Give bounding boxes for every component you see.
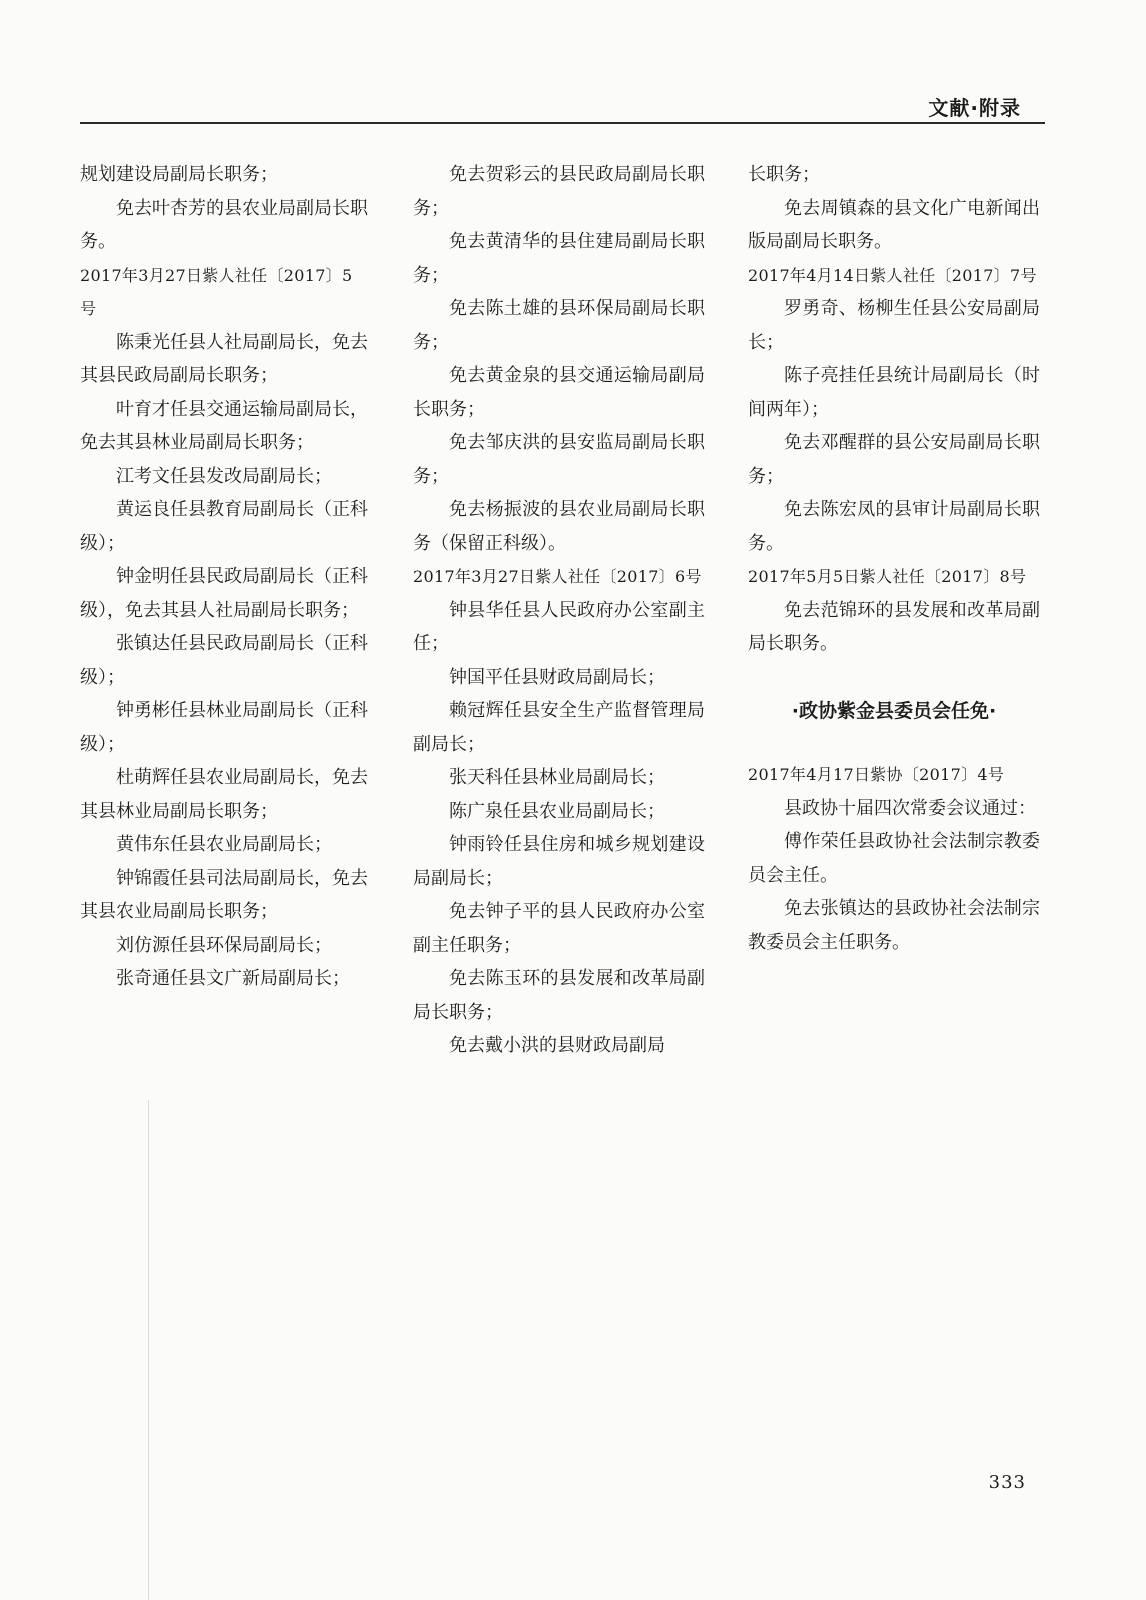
document-reference: 2017年3月27日紫人社任〔2017〕6号 [413,567,702,586]
appointment-paragraph: 张奇通任县文广新局副局长； [116,968,350,989]
appointment-paragraph: 免去范锦环的县发展和改革局副局长职务。 [748,599,1040,654]
appointment-paragraph: 县政协十届四次常委会议通过： [784,797,1036,819]
continued-text: 规划建设局副局长职务； [80,164,278,185]
appointment-paragraph: 钟国平任县财政局副局长； [449,666,665,688]
appointment-paragraph: 免去邹庆洪的县安监局副局长职务； [413,432,705,487]
appointment-paragraph: 叶育才任县交通运输局副局长，免去其县林业局副局长职务； [80,398,368,453]
appointment-paragraph: 钟勇彬任县林业局副局长（正科级）； [80,700,368,755]
appointment-paragraph: 免去张镇达的县政协社会法制宗教委员会主任职务。 [748,898,1040,953]
appointment-paragraph: 陈广泉任县农业局副局长； [449,800,665,822]
appointment-paragraph: 刘仿源任县环保局副局长； [116,934,332,956]
scan-artifact-line [148,1100,149,1600]
appointment-paragraph: 陈子亮挂任县统计局副局长（时间两年）； [748,365,1040,420]
appointment-paragraph: 罗勇奇、杨柳生任县公安局副局长； [748,298,1040,353]
document-reference: 2017年5月5日紫人社任〔2017〕8号 [748,567,1027,586]
appointment-paragraph: 免去黄金泉的县交通运输局副局长职务； [413,365,705,420]
appointment-paragraph: 傅作荣任县政协社会法制宗教委员会主任。 [748,831,1040,886]
appointment-paragraph: 杜萌辉任县农业局副局长，免去其县林业局副局长职务； [80,767,368,822]
document-reference: 2017年4月17日紫协〔2017〕4号 [748,765,1005,784]
appointment-paragraph: 张镇达任县民政局副局长（正科级）； [80,633,368,688]
appointment-paragraph: 免去杨振波的县农业局副局长职务（保留正科级）。 [413,499,705,554]
appointment-paragraph: 钟锦霞任县司法局副局长，免去其县农业局副局长职务； [80,867,368,922]
appointment-paragraph: 黄伟东任县农业局副局长； [116,834,332,855]
appointment-paragraph: 张天科任县林业局副局长； [449,767,665,788]
appointment-paragraph: 免去戴小洪的县财政局副局 [449,1035,665,1056]
appointment-paragraph: 免去叶杏芳的县农业局副局长职务。 [80,197,368,252]
continued-text: 长职务； [748,164,820,185]
page-number: 333 [988,1472,1026,1493]
appointment-paragraph: 赖冠辉任县安全生产监督管理局副局长； [413,700,705,755]
document-reference: 2017年4月14日紫人社任〔2017〕7号 [748,265,1037,285]
appointment-paragraph: 免去周镇森的县文化广电新闻出版局副局长职务。 [748,197,1040,252]
section-header-title: 文献·附录 [928,96,1021,120]
appointment-paragraph: 钟县华任县人民政府办公室副主任； [413,599,705,654]
appointment-paragraph: 黄运良任县教育局副局长（正科级）； [80,499,368,554]
document-reference: 2017年3月27日紫人社任〔2017〕5号 [80,265,353,318]
header-rule [80,122,1045,124]
appointment-paragraph: 免去陈土雄的县环保局副局长职务； [413,298,705,353]
text-column-2 [413,158,705,1063]
appointment-paragraph: 免去陈玉环的县发展和改革局副局长职务； [413,968,705,1023]
appointment-paragraph: 陈秉光任县人社局副局长，免去其县民政局副局长职务； [80,331,368,386]
appointment-paragraph: 江考文任县发改局副局长； [116,465,332,487]
section-heading: ·政协紫金县委员会任免· [791,699,997,722]
appointment-paragraph: 钟雨铃任县住房和城乡规划建设局副局长； [413,834,705,889]
appointment-paragraph: 免去陈宏凤的县审计局副局长职务。 [748,499,1040,554]
appointment-paragraph: 免去黄清华的县住建局副局长职务； [413,231,705,286]
appointment-paragraph: 免去贺彩云的县民政局副局长职务； [413,164,705,219]
appointment-paragraph: 免去邓醒群的县公安局副局长职务； [748,432,1040,487]
text-column-3 [748,158,1040,959]
text-column-1 [80,158,368,996]
appointment-paragraph: 免去钟子平的县人民政府办公室副主任职务； [413,901,705,956]
appointment-paragraph: 钟金明任县民政局副局长（正科级），免去其县人社局副局长职务； [80,566,368,621]
